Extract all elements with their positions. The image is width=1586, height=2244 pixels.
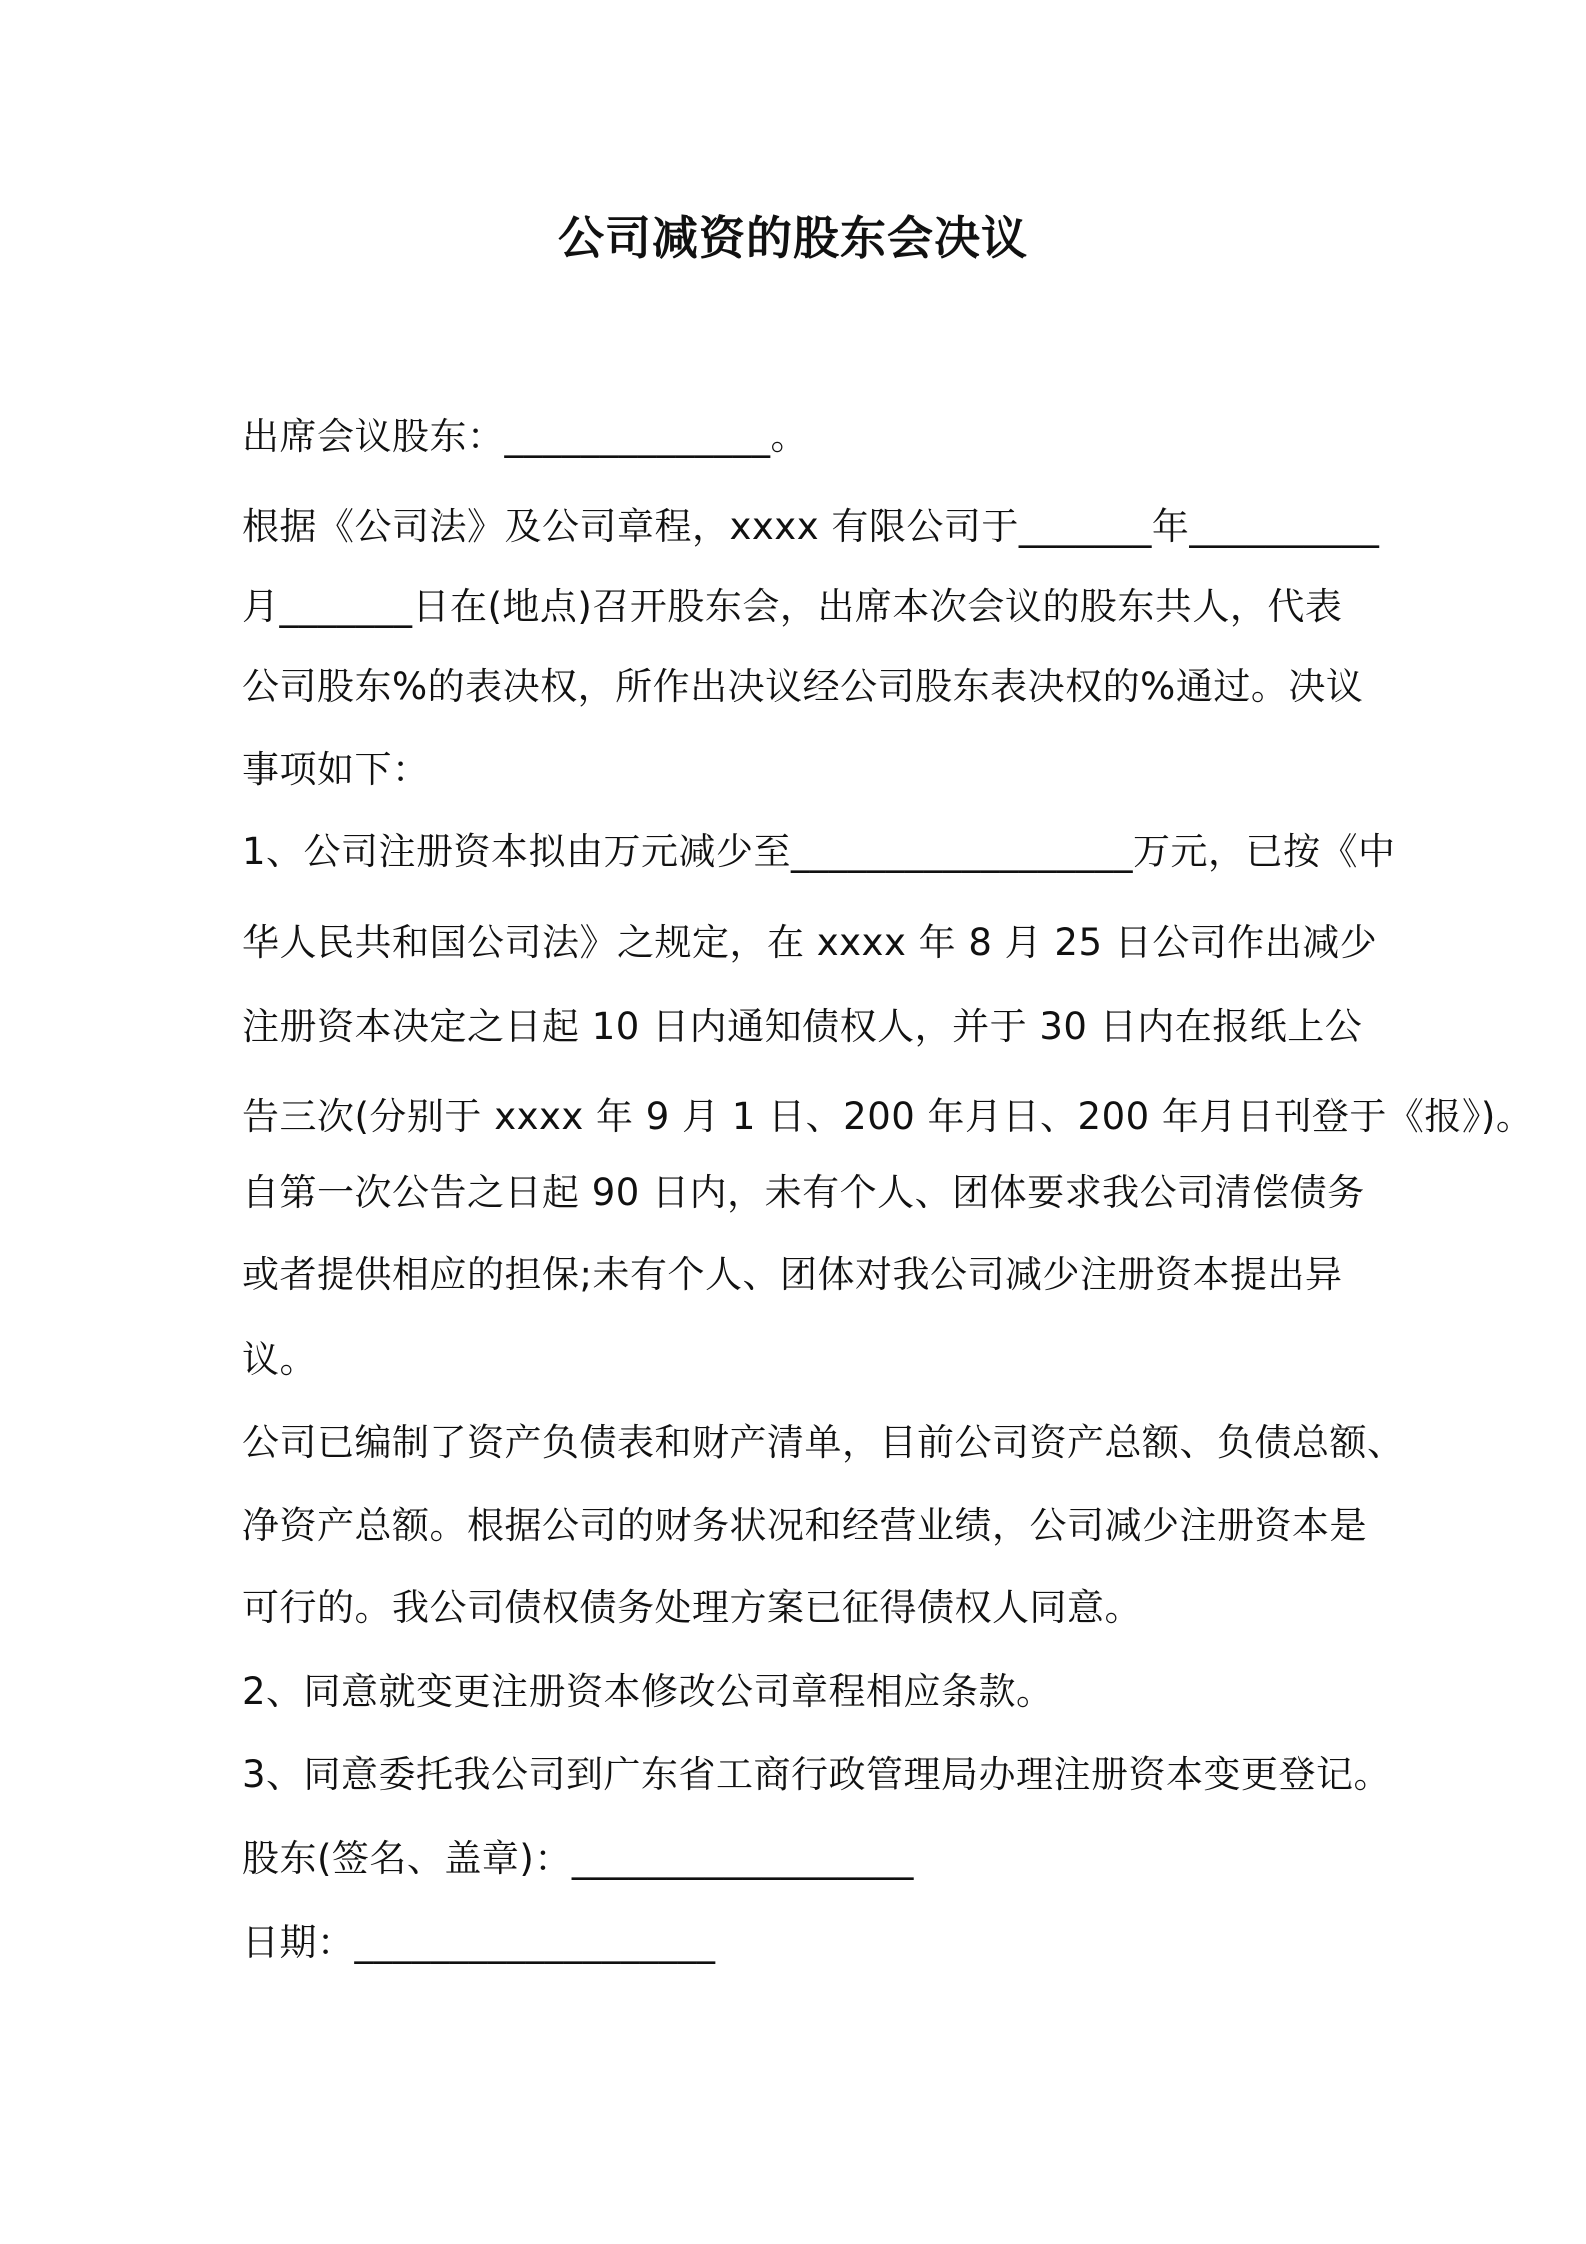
date-line: 日期：___________________ [242,1921,716,1964]
shareholder-signature-line: 股东(签名、盖章)：__________________ [242,1837,914,1880]
paragraph-line: 净资产总额。根据公司的财务状况和经营业绩，公司减少注册资本是 [242,1504,1367,1547]
resolution-item-1-line: 1、公司注册资本拟由万元减少至__________________万元，已按《中 [242,830,1396,873]
paragraph-line: 注册资本决定之日起 10 日内通知债权人，并于 30 日内在报纸上公 [242,1005,1363,1048]
paragraph-line: 告三次(分别于 xxxx 年 9 月 1 日、200 年月日、200 年月日刊登于《报》)。 [242,1095,1534,1138]
resolution-item-3-line: 3、同意委托我公司到广东省工商行政管理局办理注册资本变更登记。 [242,1753,1392,1796]
paragraph-line: 根据《公司法》及公司章程，xxxx 有限公司于_______年__________ [242,505,1380,548]
paragraph-line: 或者提供相应的担保;未有个人、团体对我公司减少注册资本提出异 [242,1253,1343,1296]
paragraph-line: 可行的。我公司债权债务处理方案已征得债权人同意。 [242,1586,1142,1629]
attending-shareholders-line: 出席会议股东：______________。 [242,415,808,458]
document-title: 公司减资的股东会决议 [558,211,1028,265]
resolution-item-2-line: 2、同意就变更注册资本修改公司章程相应条款。 [242,1670,1054,1713]
paragraph-line: 月_______日在(地点)召开股东会，出席本次会议的股东共人，代表 [242,585,1343,628]
paragraph-line: 华人民共和国公司法》之规定，在 xxxx 年 8 月 25 日公司作出减少 [242,921,1378,964]
paragraph-line: 公司股东%的表决权，所作出决议经公司股东表决权的%通过。决议 [242,665,1364,708]
paragraph-line: 议。 [242,1338,317,1381]
paragraph-line: 公司已编制了资产负债表和财产清单，目前公司资产总额、负债总额、 [242,1421,1405,1464]
paragraph-line: 事项如下： [242,748,430,791]
paragraph-line: 自第一次公告之日起 90 日内，未有个人、团体要求我公司清偿债务 [242,1171,1365,1214]
